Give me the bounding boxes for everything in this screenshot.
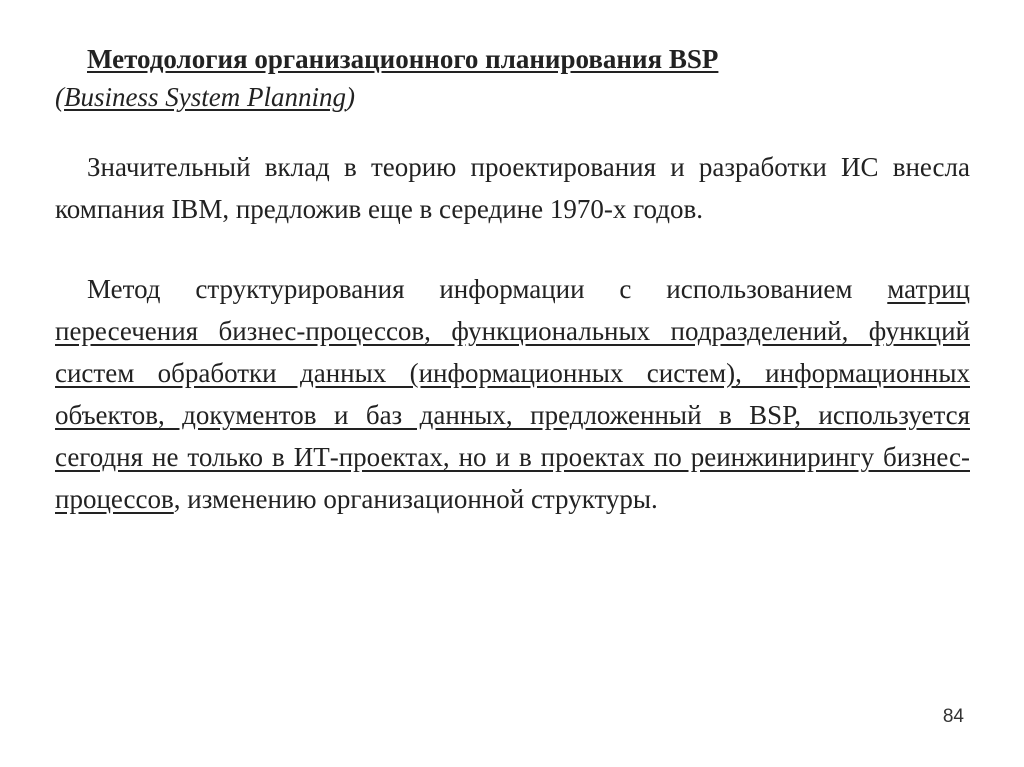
slide-subtitle [55, 78, 970, 116]
paragraph-ibm-contribution: Значительный вклад в теорию проектирования и разработки ИС внесла компания IBM, предложив еще в середине 1970-х годов. [55, 152, 970, 224]
slide-title [55, 40, 970, 78]
subtitle-close-paren: ) [345, 82, 355, 112]
paragraph-tail-text: , изменению организационной структуры. [173, 484, 658, 514]
title-text: Методология организационного планирования BSP [87, 44, 719, 74]
subtitle-text: Business System Planning [64, 82, 346, 112]
page-number: 84 [942, 706, 964, 727]
paragraph-method-description [55, 268, 970, 520]
subtitle-open-paren: ( [55, 82, 64, 112]
slide-content [55, 40, 970, 520]
paragraph-underlined-text: матриц пересечения бизнес-процессов, функциональных подразделений, функций систем обработки данных (информационных систем), информационных объектов, документов и баз данных, предложенный в BSP, используется сегодня не только в ИТ-проектах, но и в проектах по реинжинирингу бизнес-процессов [55, 274, 970, 514]
paragraph-lead-text: Метод структурирования информации с использованием [87, 274, 888, 304]
